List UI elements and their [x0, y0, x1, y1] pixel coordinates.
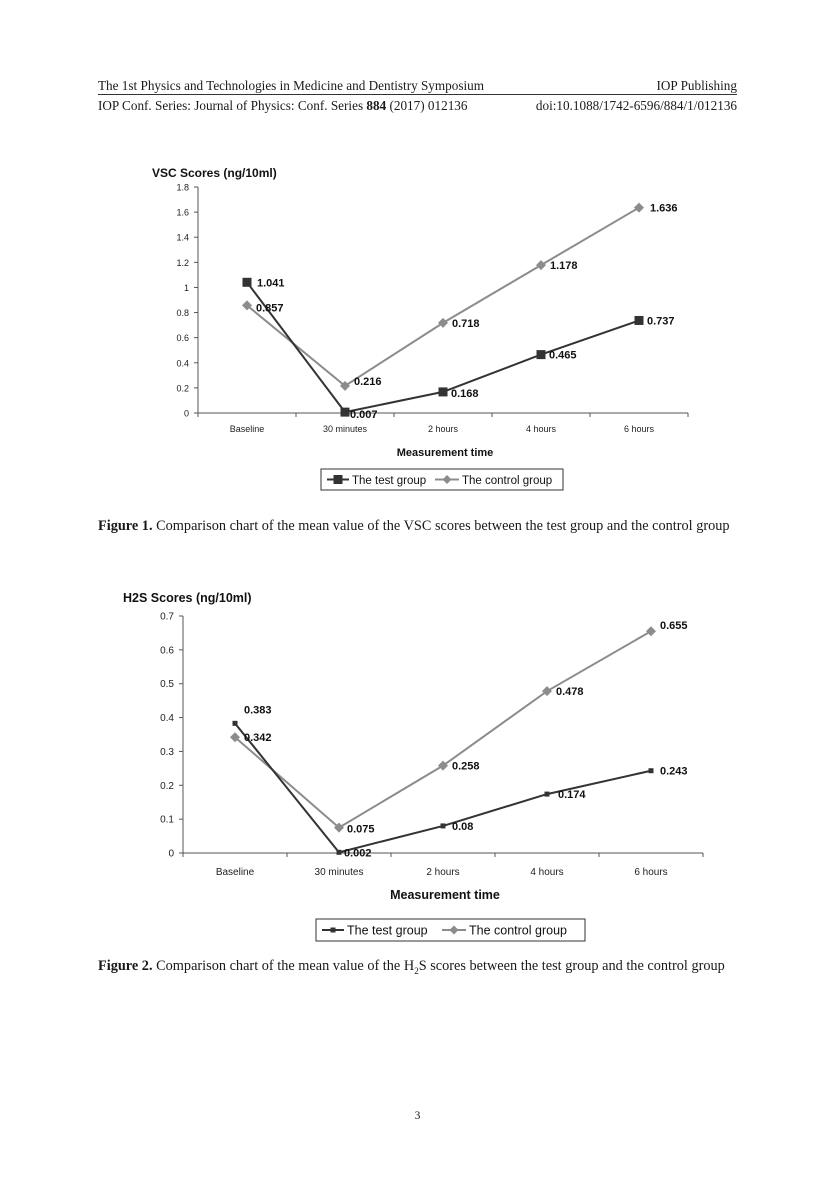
data-label: 0.243 [660, 765, 688, 778]
y-tick-label: 0.7 [160, 611, 174, 623]
x-tick-label: 2 hours [426, 867, 460, 878]
data-label: 0.655 [660, 620, 688, 633]
data-label: 0.857 [256, 302, 284, 315]
data-label: 0.342 [244, 732, 272, 745]
publisher-name: IOP Publishing [656, 78, 737, 93]
x-tick-label: 4 hours [530, 867, 564, 878]
data-label: 1.636 [650, 202, 678, 215]
y-tick-label: 0.4 [160, 713, 174, 725]
x-tick-label: Baseline [215, 867, 255, 878]
legend-test-marker [331, 928, 336, 933]
data-label: 0.168 [451, 387, 479, 400]
x-tick-label: 30 minutes [314, 867, 364, 878]
data-label: 0.075 [347, 823, 375, 836]
data-label: 0.258 [452, 760, 480, 773]
y-tick-label: 1.2 [176, 257, 189, 268]
series-line-test-group [235, 723, 651, 852]
y-tick-label: 1.6 [176, 207, 189, 218]
data-label: 1.041 [257, 277, 285, 290]
data-label: 0.007 [350, 409, 378, 422]
figure-2-caption [98, 957, 737, 980]
x-tick-label: 2 hours [427, 424, 459, 434]
x-tick-label: 6 hours [623, 424, 655, 434]
x-tick-label: 30 minutes [322, 424, 368, 434]
data-label: 1.178 [550, 260, 578, 273]
y-tick-label: 0 [183, 408, 189, 419]
conference-title: The 1st Physics and Technologies in Medicine and Dentistry Symposium [98, 78, 484, 93]
y-tick-label: 0 [168, 848, 174, 860]
legend-control-label: The control group [462, 475, 553, 487]
page-number: 3 [414, 1110, 421, 1122]
data-label: 0.08 [452, 820, 474, 833]
series-prefix: IOP Conf. Series: Journal of Physics: Conf. Series [98, 98, 367, 113]
x-axis-title: Measurement time [390, 888, 500, 902]
y-tick-label: 0.2 [160, 780, 174, 792]
y-tick-label: 1.8 [176, 182, 189, 193]
test-group-point [545, 792, 550, 797]
figure-2-caption-text-a: Comparison chart of the mean value of the H [152, 958, 415, 974]
legend-test-label: The test group [347, 923, 428, 938]
test-group-point [337, 850, 342, 855]
x-tick-label: Baseline [229, 424, 265, 434]
data-label: 0.465 [549, 349, 577, 362]
y-tick-label: 0.3 [160, 746, 174, 758]
doi: doi:10.1088/1742-6596/884/1/012136 [535, 98, 737, 113]
test-group-point [441, 823, 446, 828]
y-tick-label: 0.5 [160, 679, 174, 691]
y-tick-label: 0.6 [160, 645, 174, 657]
x-axis-title: Measurement time [396, 447, 494, 459]
figure-2-caption-subscript: 2 [414, 965, 419, 976]
legend-test-label: The test group [352, 475, 427, 487]
data-label: 0.718 [452, 317, 480, 330]
y-tick-label: 0.4 [176, 358, 189, 369]
chart-title: H2S Scores (ng/10ml) [123, 591, 252, 605]
figure-1-caption-text: Comparison chart of the mean value of the VSC scores between the test group and the control group [152, 518, 730, 534]
data-label: 0.002 [344, 847, 372, 860]
data-label: 0.383 [244, 704, 272, 717]
figure-2-caption-text-b: S scores between the test group and the control group [418, 958, 725, 974]
legend-control-label: The control group [469, 923, 567, 938]
y-tick-label: 0.8 [176, 308, 189, 319]
data-label: 0.174 [558, 789, 586, 802]
y-tick-label: 0.1 [160, 814, 174, 826]
data-label: 0.216 [354, 375, 382, 388]
control-group-point [646, 626, 656, 636]
figure-2-label: Figure 2. [98, 958, 153, 974]
y-tick-label: 0.6 [176, 333, 189, 344]
series-line-control-group [235, 631, 651, 827]
data-label: 0.737 [647, 315, 675, 328]
y-tick-label: 0.2 [176, 383, 189, 394]
data-label: 0.478 [556, 686, 584, 699]
test-group-point [649, 768, 654, 773]
y-tick-label: 1 [183, 282, 189, 293]
figure-1-label: Figure 1. [98, 518, 153, 534]
series-suffix: (2017) 012136 [386, 98, 468, 113]
x-tick-label: 6 hours [634, 867, 668, 878]
y-tick-label: 1.4 [176, 232, 189, 243]
test-group-point [233, 721, 238, 726]
series-volume: 884 [366, 98, 387, 113]
x-tick-label: 4 hours [525, 424, 557, 434]
chart-title: VSC Scores (ng/10ml) [152, 166, 277, 180]
